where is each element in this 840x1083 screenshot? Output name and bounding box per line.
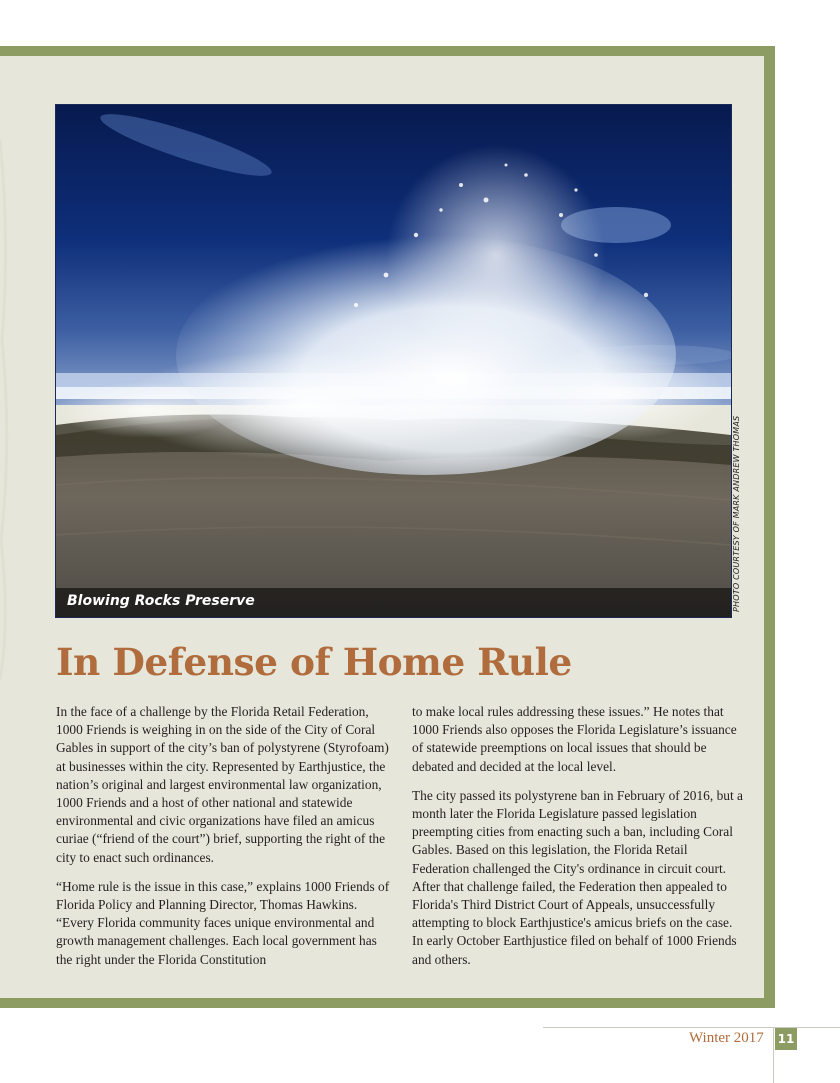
paragraph: In the face of a challenge by the Florida Retail Federation, 1000 Friends is weighing in on the side of the City of Coral Gables in support of the city’s ban of polystyrene (Styrofoam) at businesses within the city. Represented by Earthjustice, the nation’s original and largest environmental law organization, 1000 Friends and a host of other national and statewide environmental and civic organizations have filed an amicus curiae (“friend of the court”) brief, supporting the right of the city to enact such ordinances. (56, 704, 389, 865)
article-column-right (412, 703, 746, 980)
issue-label: Winter 2017 (689, 1030, 764, 1046)
wave-splash-image (56, 105, 731, 617)
photo-caption: Blowing Rocks Preserve (67, 593, 255, 609)
article-column-left (56, 703, 390, 980)
page-number: 11 (775, 1028, 797, 1050)
article-headline: In Defense of Home Rule (56, 640, 572, 684)
paragraph: to make local rules addressing these issues.” He notes that 1000 Friends also opposes the Florida Legislature’s issuance of statewide preemptions on local issues that should be debated and decided at the local level. (412, 704, 737, 774)
photo-caption-bar (56, 588, 731, 617)
footer-vertical-divider (773, 1027, 774, 1083)
paragraph: The city passed its polystyrene ban in February of 2016, but a month later the Florida Legislature passed legislation preempting cities from enacting such a ban, including Coral Gables. Based on this legislation, the Florida Retail Federation challenged the City's ordinance in circuit court. After that challenge failed, the Federation then appealed to Florida's Third District Court of Appeals, unsuccessfully attempting to block Earthjustice's amicus briefs on the case. In early October Earthjustice filed on behalf of 1000 Friends and others. (412, 787, 743, 967)
feature-photo (55, 104, 732, 618)
photo-credit: PHOTO COURTESY OF MARK ANDREW THOMAS (732, 415, 741, 612)
leaf-decoration (0, 120, 12, 680)
paragraph: “Home rule is the issue in this case,” explains 1000 Friends of Florida Policy and Planning Director, Thomas Hawkins. “Every Florida community faces unique environmental and growth management challenges. Each local government has the right under the Florida Constitution (56, 878, 390, 967)
